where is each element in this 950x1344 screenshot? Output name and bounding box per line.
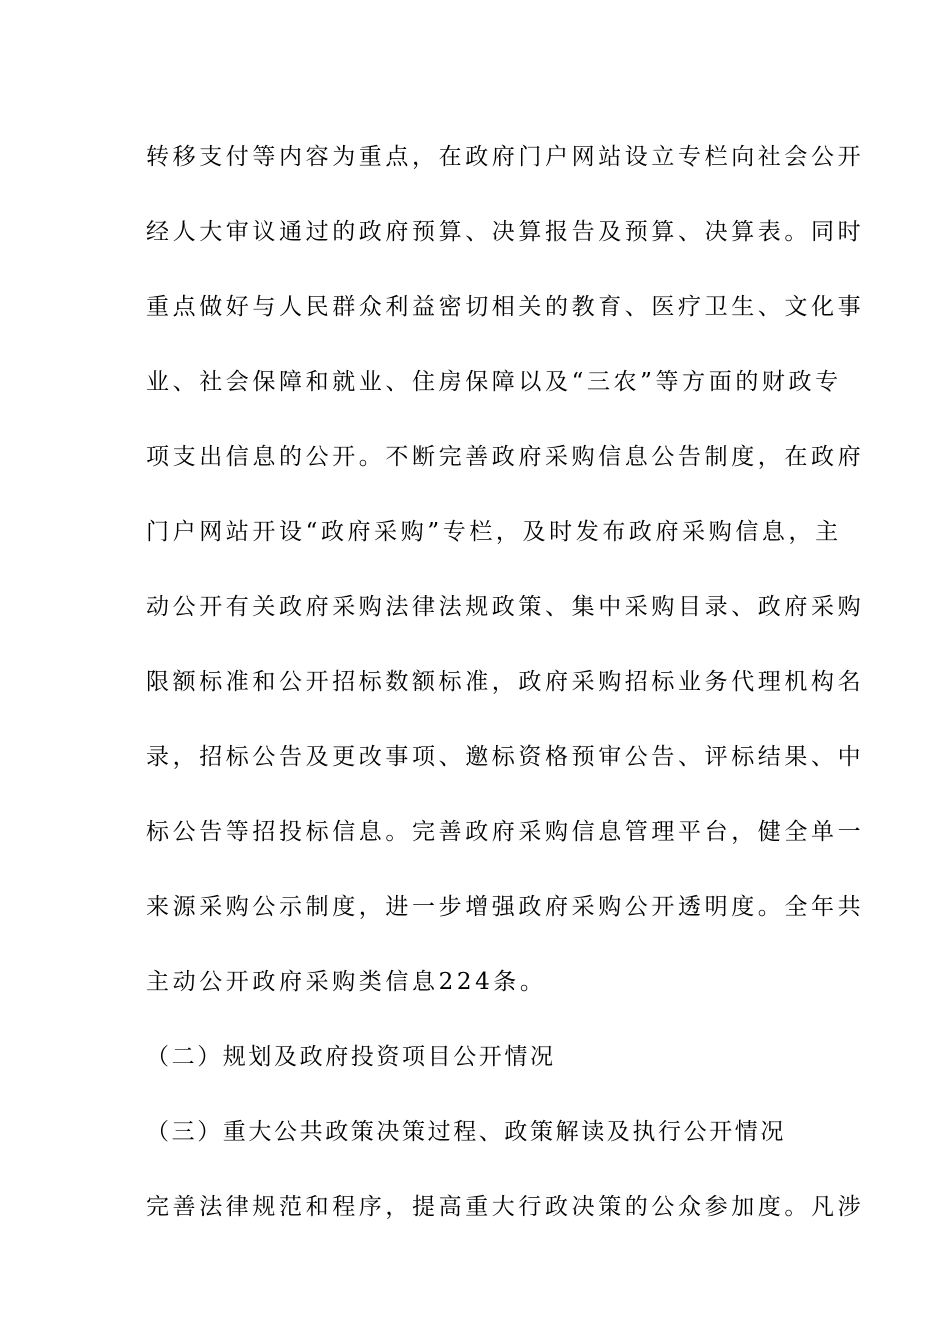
text-line-11: 来源采购公示制度，进一步增强政府采购公开透明度。全年共	[146, 894, 865, 920]
text-line-2: 经人大审议通过的政府预算、决算报告及预算、决算表。同时	[146, 219, 865, 245]
text-line-5: 项支出信息的公开。不断完善政府采购信息公告制度，在政府	[146, 444, 865, 470]
section-heading-3: （三）重大公共政策决策过程、政策解读及执行公开情况	[146, 1119, 786, 1145]
section-heading-2: （二）规划及政府投资项目公开情况	[146, 1044, 556, 1070]
text-line-9: 录，招标公告及更改事项、邀标资格预审公告、评标结果、中	[146, 744, 865, 770]
text-line-6: 门户网站开设“政府采购”专栏，及时发布政府采购信息，主	[146, 519, 842, 545]
text-line-15: 完善法律规范和程序，提高重大行政决策的公众参加度。凡涉	[146, 1194, 865, 1220]
text-line-8: 限额标准和公开招标数额标准，政府采购招标业务代理机构名	[146, 669, 865, 695]
text-line-12: 主动公开政府采购类信息224条。	[146, 969, 547, 995]
text-line-10: 标公告等招投标信息。完善政府采购信息管理平台，健全单一	[146, 819, 865, 845]
text-line-1: 转移支付等内容为重点，在政府门户网站设立专栏向社会公开	[146, 144, 865, 170]
text-line-7: 动公开有关政府采购法律法规政策、集中采购目录、政府采购	[146, 594, 865, 620]
text-line-3: 重点做好与人民群众利益密切相关的教育、医疗卫生、文化事	[146, 294, 865, 320]
text-line-4: 业、社会保障和就业、住房保障以及“三农”等方面的财政专	[146, 369, 842, 395]
